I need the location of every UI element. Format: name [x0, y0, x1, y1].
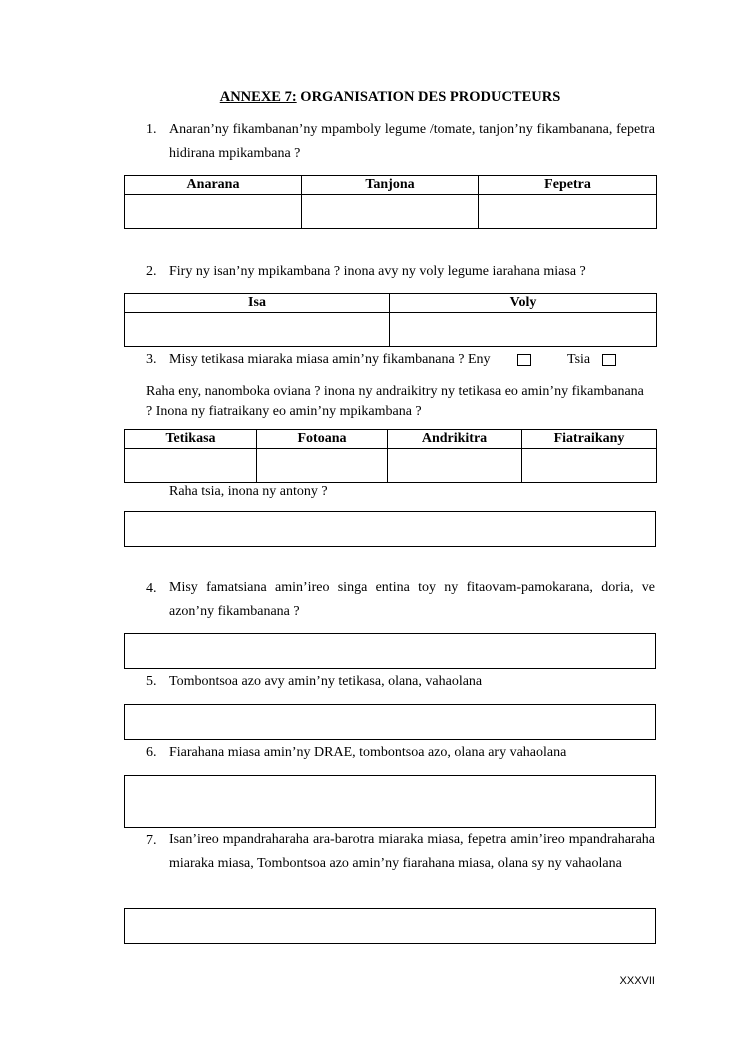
- answer-cell-voly[interactable]: [390, 313, 657, 347]
- question-7-number: 7.: [146, 833, 157, 848]
- column-header-fepetra: Fepetra: [479, 176, 657, 195]
- answer-box-q4[interactable]: [124, 633, 656, 669]
- question-2-number: 2.: [146, 264, 157, 279]
- question-3-number: 3.: [146, 352, 157, 367]
- question-2-text: Firy ny isan’ny mpikambana ? inona avy ny voly legume iarahana miasa ?: [169, 264, 586, 279]
- question-4-number: 4.: [146, 581, 157, 596]
- table-projects: [124, 429, 657, 483]
- table-producer-group: [124, 175, 657, 229]
- question-3-else: Raha tsia, inona ny antony ?: [169, 484, 328, 499]
- answer-cell-anarana[interactable]: [125, 195, 302, 229]
- question-6-number: 6.: [146, 745, 157, 760]
- column-header-anarana: Anarana: [125, 176, 302, 195]
- answer-cell-fiatraikany[interactable]: [522, 449, 657, 483]
- checkbox-eny[interactable]: [517, 354, 531, 366]
- answer-cell-tetikasa[interactable]: [125, 449, 257, 483]
- answer-cell-andrikitra[interactable]: [388, 449, 522, 483]
- question-5-number: 5.: [146, 674, 157, 689]
- question-3-text: Misy tetikasa miaraka miasa amin’ny fikambanana ? Eny: [169, 352, 491, 367]
- answer-box-q7[interactable]: [124, 908, 656, 944]
- answer-cell-fepetra[interactable]: [479, 195, 657, 229]
- question-4-text: Misy famatsiana amin’ireo singa entina toy ny fitaovam-pamokarana, doria, ve azon’ny fikambanana ?: [169, 580, 655, 619]
- answer-box-q6[interactable]: [124, 775, 656, 828]
- column-header-isa: Isa: [125, 294, 390, 313]
- column-header-tanjona: Tanjona: [302, 176, 479, 195]
- annex-title: ORGANISATION DES PRODUCTEURS: [296, 89, 561, 105]
- answer-cell-isa[interactable]: [125, 313, 390, 347]
- option-tsia-label: Tsia: [567, 352, 591, 367]
- answer-cell-tanjona[interactable]: [302, 195, 479, 229]
- column-header-voly: Voly: [390, 294, 657, 313]
- annex-label: ANNEXE 7:: [219, 89, 297, 105]
- answer-cell-fotoana[interactable]: [257, 449, 388, 483]
- column-header-fotoana: Fotoana: [257, 430, 388, 449]
- question-1-text: Anaran’ny fikambanan’ny mpamboly legume /tomate, tanjon’ny fikambanana, fepetra hidirana mpikambana ?: [169, 122, 655, 161]
- question-1-number: 1.: [146, 122, 157, 137]
- answer-box-q3-reason[interactable]: [124, 511, 656, 547]
- column-header-andrikitra: Andrikitra: [388, 430, 522, 449]
- page-number: XXXVII: [619, 975, 655, 987]
- answer-box-q5[interactable]: [124, 704, 656, 740]
- column-header-tetikasa: Tetikasa: [125, 430, 257, 449]
- question-3-followup: Raha eny, nanomboka oviana ? inona ny andraikitry ny tetikasa eo amin’ny fikambanana ? Inona ny fiatraikany eo amin’ny mpikambana ?: [146, 384, 644, 419]
- question-6-text: Fiarahana miasa amin’ny DRAE, tombontsoa azo, olana ary vahaolana: [169, 745, 567, 760]
- page-title: [0, 89, 745, 106]
- column-header-fiatraikany: Fiatraikany: [522, 430, 657, 449]
- question-5-text: Tombontsoa azo avy amin’ny tetikasa, olana, vahaolana: [169, 674, 483, 689]
- table-members: [124, 293, 657, 347]
- question-7-text: Isan’ireo mpandraharaha ara-barotra miaraka miasa, fepetra amin’ireo mpandraharaha miaraka miasa, Tombontsoa azo amin’ny fiarahana miasa, olana sy ny vahaolana: [169, 832, 655, 871]
- checkbox-tsia[interactable]: [602, 354, 616, 366]
